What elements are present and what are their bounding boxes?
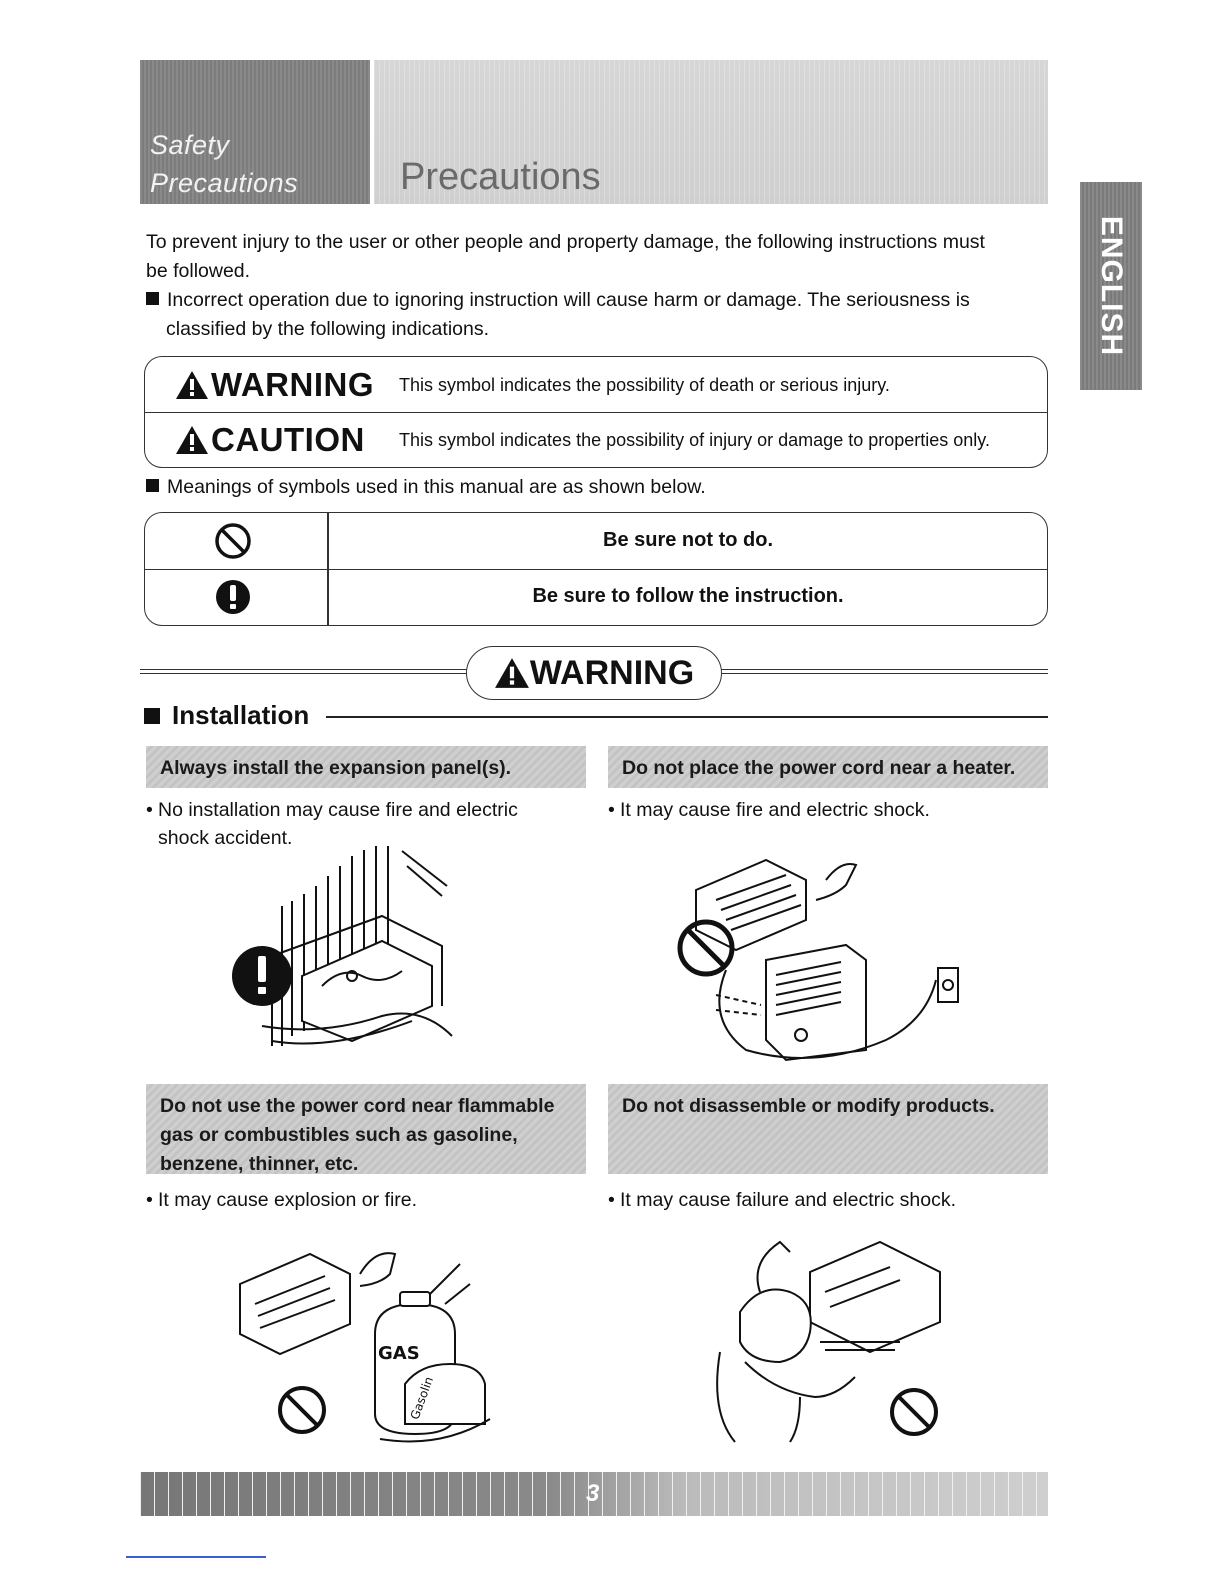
- footer-bar: [140, 1472, 1048, 1516]
- heater-cord-illustration: [676, 850, 976, 1070]
- caution-description: This symbol indicates the possibility of injury or damage to properties only.: [399, 430, 990, 450]
- item-heading-disassemble: Do not disassemble or modify products.: [608, 1084, 1048, 1174]
- mandatory-icon: [213, 577, 253, 617]
- warning-word: WARNING: [211, 366, 374, 403]
- banner-line-right: [718, 669, 1048, 674]
- indications-box: [144, 356, 1048, 468]
- item3-desc-line1: It may cause explosion or fire.: [158, 1189, 418, 1211]
- indication-row-caution: [145, 412, 1047, 467]
- intro-line1: To prevent injury to the user or other people and property damage, the following instructions must: [146, 231, 985, 253]
- section-title-text: Installation: [172, 700, 310, 730]
- warning-banner: [466, 646, 722, 700]
- symbols-table: [144, 512, 1048, 626]
- intro-bullet-line1: Incorrect operation due to ignoring instruction will cause harm or damage. The seriousness is: [167, 289, 970, 311]
- banner-line-left: [140, 669, 470, 674]
- intro-text: [146, 228, 1046, 344]
- square-bullet-icon: [146, 479, 159, 492]
- intro-line2: be followed.: [146, 260, 251, 282]
- page-title: Precautions: [400, 156, 601, 198]
- section-title: [144, 700, 309, 731]
- item-description-heater: • It may cause fire and electric shock.: [608, 799, 930, 821]
- page-edge-line: [126, 1556, 266, 1558]
- item-description-flammable-gas: • It may cause explosion or fire.: [146, 1189, 418, 1211]
- indication-row-warning: [145, 357, 1047, 413]
- gas-cylinder-illustration: [230, 1234, 500, 1448]
- warning-description: This symbol indicates the possibility of death or serious injury.: [399, 375, 890, 395]
- warning-triangle-icon: [175, 370, 209, 400]
- item3-heading-line2: gas or combustibles such as gasoline,: [160, 1124, 518, 1146]
- item-description-expansion-panel: • No installation may cause fire and electric shock accident.: [146, 796, 566, 852]
- prohibition-icon: [213, 521, 253, 561]
- caution-word: CAUTION: [211, 421, 365, 458]
- caution-triangle-icon: [175, 425, 209, 455]
- warning-banner-word: WARNING: [529, 653, 695, 692]
- prohibition-text: Be sure not to do.: [603, 529, 773, 551]
- header-left-line2: Precautions: [150, 168, 299, 198]
- gasoline-can-label: Gasolin: [407, 1374, 437, 1422]
- header-title-bar: [374, 60, 1048, 204]
- meanings-text: [146, 476, 706, 499]
- disassemble-illustration: [700, 1232, 960, 1446]
- item-heading-heater: Do not place the power cord near a heater.: [608, 746, 1048, 788]
- symbol-row-mandatory: [145, 569, 1047, 625]
- square-bullet-icon: [144, 708, 160, 724]
- warning-triangle-icon: [494, 657, 530, 689]
- square-bullet-icon: [146, 292, 159, 305]
- item1-desc-line2: shock accident.: [158, 827, 293, 849]
- window-ac-install-illustration: [232, 846, 482, 1066]
- caution-label: [175, 421, 365, 459]
- meanings-label: Meanings of symbols used in this manual are as shown below.: [167, 476, 706, 498]
- warning-label: [175, 366, 374, 404]
- item3-heading-line1: Do not use the power cord near flammable: [160, 1095, 555, 1117]
- intro-bullet: [146, 286, 1046, 315]
- language-tab-label: ENGLISH: [1095, 215, 1128, 357]
- page-number: 3: [586, 1480, 600, 1507]
- language-tab: [1080, 182, 1142, 390]
- gas-label: GAS: [378, 1343, 420, 1364]
- item1-desc-line1: No installation may cause fire and electric: [158, 799, 518, 821]
- header-left-line1: Safety: [150, 130, 230, 160]
- item-description-disassemble: • It may cause failure and electric shock.: [608, 1189, 956, 1211]
- symbol-row-prohibition: [145, 513, 1047, 570]
- mandatory-text: Be sure to follow the instruction.: [532, 585, 844, 607]
- item3-heading-line3: benzene, thinner, etc.: [160, 1153, 359, 1175]
- item2-desc-line1: It may cause fire and electric shock.: [620, 799, 930, 821]
- item-heading-expansion-panel: Always install the expansion panel(s).: [146, 746, 586, 788]
- intro-bullet-line2: classified by the following indications.: [166, 318, 490, 340]
- header-section-tab: [140, 60, 370, 204]
- section-rule: [326, 716, 1048, 718]
- item4-desc-line1: It may cause failure and electric shock.: [620, 1189, 956, 1211]
- item-heading-flammable-gas: [146, 1084, 586, 1174]
